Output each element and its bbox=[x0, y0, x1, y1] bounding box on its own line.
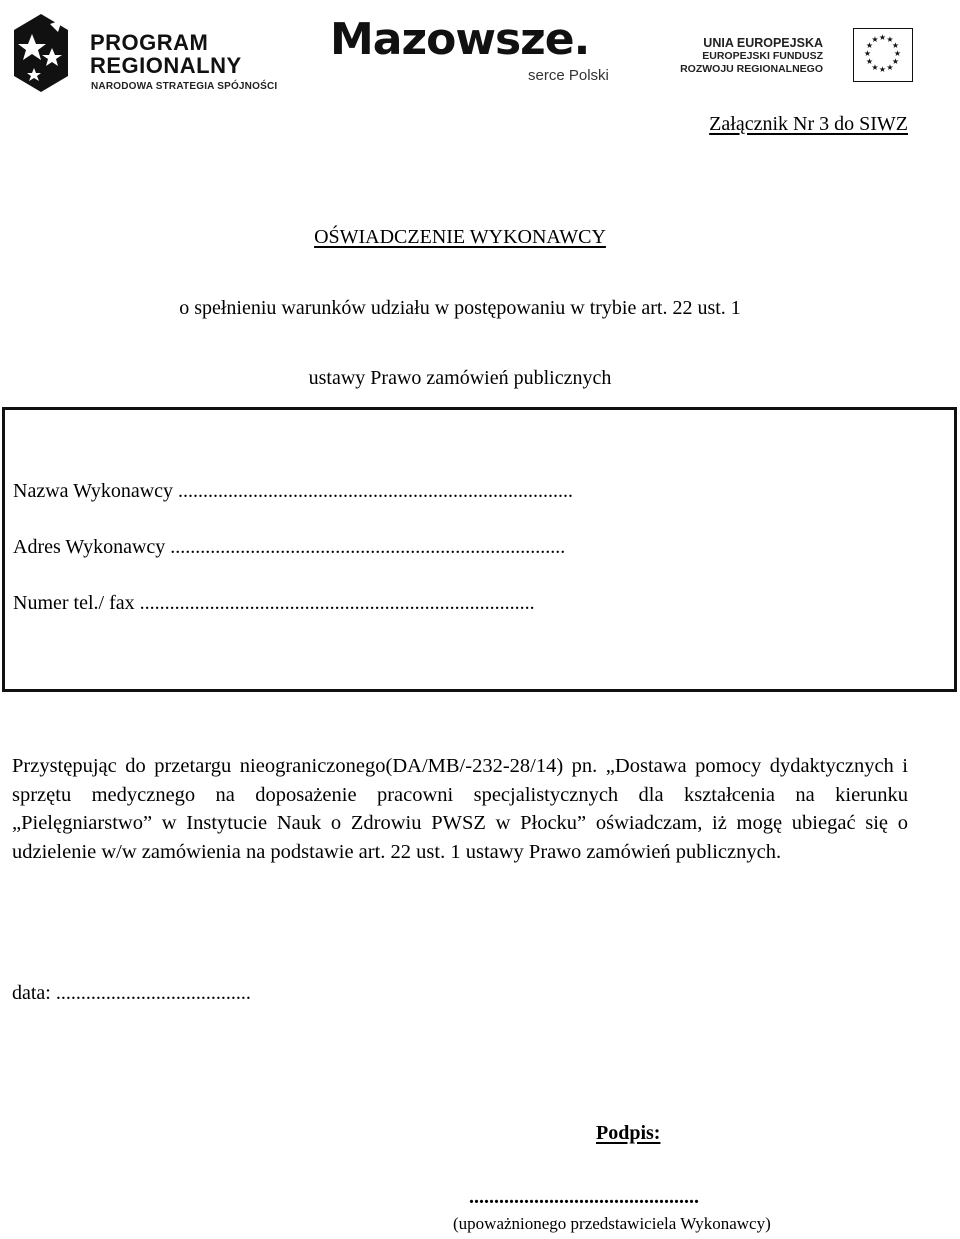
mazowsze-logo bbox=[330, 14, 630, 94]
eu-logo-line1: UNIA EUROPEJSKA bbox=[703, 36, 823, 50]
eu-flag-icon bbox=[853, 28, 913, 82]
mazowsze-wordmark: Mazowsze. bbox=[330, 14, 590, 65]
contractor-name-field: Nazwa Wykonawcy ............................................................................... bbox=[13, 480, 574, 502]
contractor-address-field: Adres Wykonawcy ............................................................................... bbox=[13, 536, 566, 558]
svg-text:★: ★ bbox=[891, 57, 900, 66]
svg-text:★: ★ bbox=[878, 33, 887, 42]
logo-text-strategy: NARODOWA STRATEGIA SPÓJNOŚCI bbox=[91, 81, 278, 92]
mazowsze-tagline: serce Polski bbox=[528, 67, 609, 84]
annex-label: Załącznik Nr 3 do SIWZ bbox=[709, 113, 908, 135]
eu-logo-line3: ROZWOJU REGIONALNEGO bbox=[680, 63, 823, 75]
logo-text-regionalny: REGIONALNY bbox=[90, 53, 242, 78]
eu-logo bbox=[655, 28, 915, 88]
date-field: data: ....................................... bbox=[12, 982, 251, 1004]
eu-logo-line2: EUROPEJSKI FUNDUSZ bbox=[702, 50, 823, 62]
svg-text:★: ★ bbox=[865, 57, 874, 66]
signature-label: Podpis: bbox=[596, 1122, 661, 1144]
svg-text:★: ★ bbox=[893, 49, 902, 58]
document-title bbox=[0, 226, 920, 249]
svg-text:★: ★ bbox=[878, 65, 887, 74]
svg-text:★: ★ bbox=[871, 35, 879, 44]
svg-text:★: ★ bbox=[886, 35, 894, 44]
signature-line: .............................................. bbox=[469, 1186, 699, 1208]
svg-text:★: ★ bbox=[891, 41, 900, 50]
svg-text:★: ★ bbox=[863, 49, 872, 58]
contractor-phone-field: Numer tel./ fax ............................................................................... bbox=[13, 592, 535, 614]
document-title-text: OŚWIADCZENIE WYKONAWCY bbox=[314, 226, 606, 248]
document-subtitle-line1: o spełnieniu warunków udziału w postępowaniu w trybie art. 22 ust. 1 bbox=[179, 297, 741, 319]
document-subtitle-line2: ustawy Prawo zamówień publicznych bbox=[308, 367, 612, 389]
logo-text-program: PROGRAM bbox=[90, 30, 209, 55]
svg-text:★: ★ bbox=[871, 63, 879, 72]
star-arrows-icon bbox=[10, 10, 72, 96]
svg-text:★: ★ bbox=[865, 41, 874, 50]
program-regionalny-logo bbox=[10, 8, 300, 100]
contractor-info-box bbox=[2, 407, 957, 692]
declaration-paragraph: Przystępując do przetargu nieograniczonego(DA/MB/-232-28/14) pn. „Dostawa pomocy dydaktycznych i sprzętu medycznego na doposażenie pracowni specjalistycznych dla kształcenia na kierunku „Pielęgniarstwo” w Instytucie Nauk o Zdrowiu PWSZ w Płocku” oświadczam, iż mogę ubiegać się o udzielenie w/w zamówienia na podstawie art. 22 ust. 1 ustawy Prawo zamówień publicznych. bbox=[12, 755, 908, 863]
svg-text:★: ★ bbox=[886, 63, 894, 72]
signature-caption: (upoważnionego przedstawiciela Wykonawcy) bbox=[453, 1214, 771, 1233]
